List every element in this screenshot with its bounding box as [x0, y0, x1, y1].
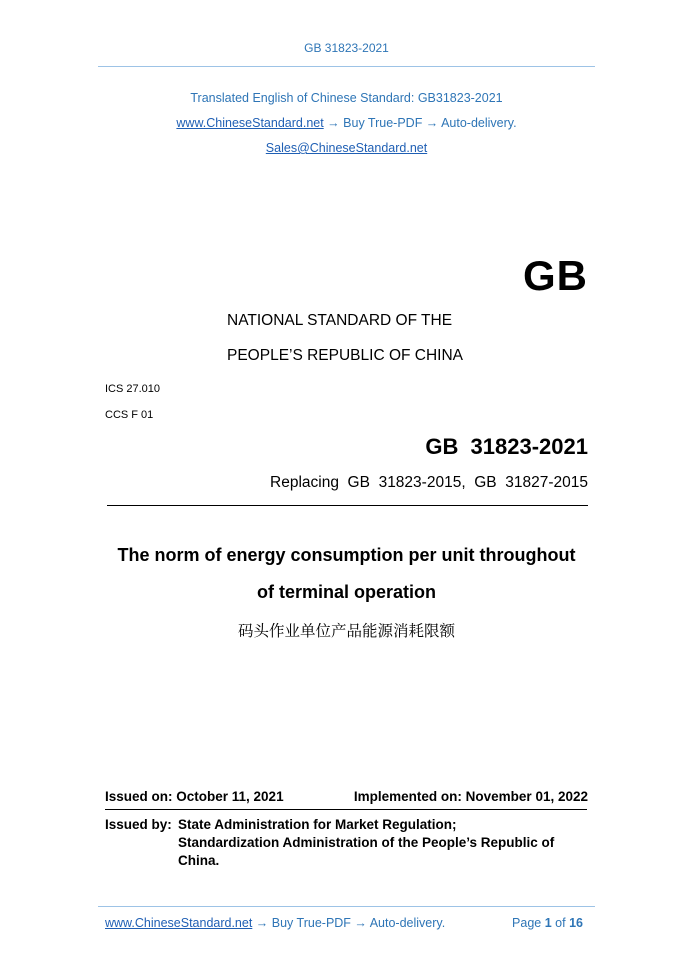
header-divider — [98, 66, 595, 67]
title-line-1: The norm of energy consumption per unit throughout — [117, 545, 576, 565]
issued-by-line-2: Standardization Administration of the People’s Republic of — [178, 835, 555, 850]
ccs-code: CCS F 01 — [105, 409, 154, 421]
translated-line: Translated English of Chinese Standard: GB31823-2021 — [190, 91, 503, 105]
replacing-line: Replacing GB 31823-2015, GB 31827-2015 — [270, 474, 588, 491]
issued-on: Issued on: October 11, 2021 — [105, 789, 284, 804]
footer-buy-text: → Buy True-PDF → Auto-delivery. — [252, 916, 446, 930]
page-current: 1 — [544, 916, 552, 930]
page-indicator — [512, 916, 583, 930]
running-title: GB 31823-2021 — [304, 41, 389, 55]
footer-divider — [98, 906, 595, 907]
page-total: 16 — [569, 916, 583, 930]
sales-email-link[interactable]: Sales@ChineseStandard.net — [265, 141, 428, 155]
sales-line — [0, 141, 693, 155]
national-line-2: PEOPLE’S REPUBLIC OF CHINA — [227, 347, 464, 364]
issued-by-label: Issued by: — [105, 817, 172, 832]
gb-mark: GB — [523, 252, 588, 299]
title-line-2: of terminal operation — [256, 582, 436, 602]
national-line-1: NATIONAL STANDARD OF THE — [227, 312, 453, 329]
buy-text: → Buy True-PDF → Auto-delivery. — [323, 116, 517, 130]
buy-line — [0, 116, 693, 130]
issued-by-line-1: State Administration for Market Regulation; — [178, 817, 457, 832]
site-link[interactable]: www.ChineseStandard.net — [176, 116, 324, 130]
number-divider — [107, 505, 588, 506]
implemented-on: Implemented on: November 01, 2022 — [353, 789, 588, 804]
page-of: of — [555, 916, 566, 930]
chinese-title: 码头作业单位产品能源消耗限额 — [237, 622, 455, 640]
issued-by-line-3: China. — [178, 853, 220, 868]
footer-site-link[interactable]: www.ChineseStandard.net — [105, 916, 253, 930]
page-label: Page — [512, 916, 542, 930]
standard-number: GB 31823-2021 — [425, 434, 588, 459]
ics-code: ICS 27.010 — [105, 383, 161, 395]
footer-buy-line — [105, 916, 445, 930]
dates-divider — [105, 809, 587, 810]
